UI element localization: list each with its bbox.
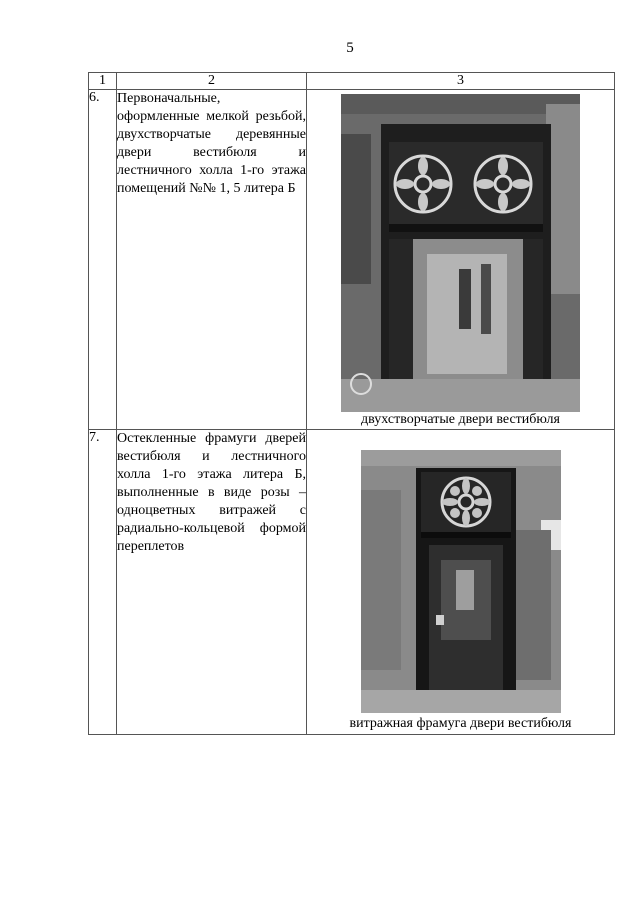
table-row	[89, 90, 615, 430]
transom-photo	[361, 450, 561, 713]
column-header-2: 2	[117, 73, 307, 90]
photo-caption: двухстворчатые двери вестибюля	[361, 412, 560, 427]
photo-cell	[307, 90, 615, 430]
row-number: 7.	[89, 430, 117, 735]
table-header-row	[89, 73, 615, 90]
column-header-3: 3	[307, 73, 615, 90]
table-row	[89, 430, 615, 735]
row-number: 6.	[89, 90, 117, 430]
row-description: Первоначальные, оформленные мелкой резьбой, двухстворчатые деревянные двери вестибюля и лестничного холла 1-го этажа помещений №№ 1, 5 литера Б	[117, 90, 307, 430]
row-description: Остекленные фрамуги дверей вестибюля и лестничного холла 1-го этажа литера Б, выполненные в виде розы – одноцветных витражей с радиально-кольцевой формой переплетов	[117, 430, 307, 735]
photo-cell	[307, 430, 615, 735]
heritage-table	[88, 72, 615, 735]
page-number: 5	[346, 40, 354, 56]
column-header-1: 1	[89, 73, 117, 90]
door-photo	[341, 94, 580, 412]
photo-caption: витражная фрамуга двери вестибюля	[349, 716, 572, 731]
